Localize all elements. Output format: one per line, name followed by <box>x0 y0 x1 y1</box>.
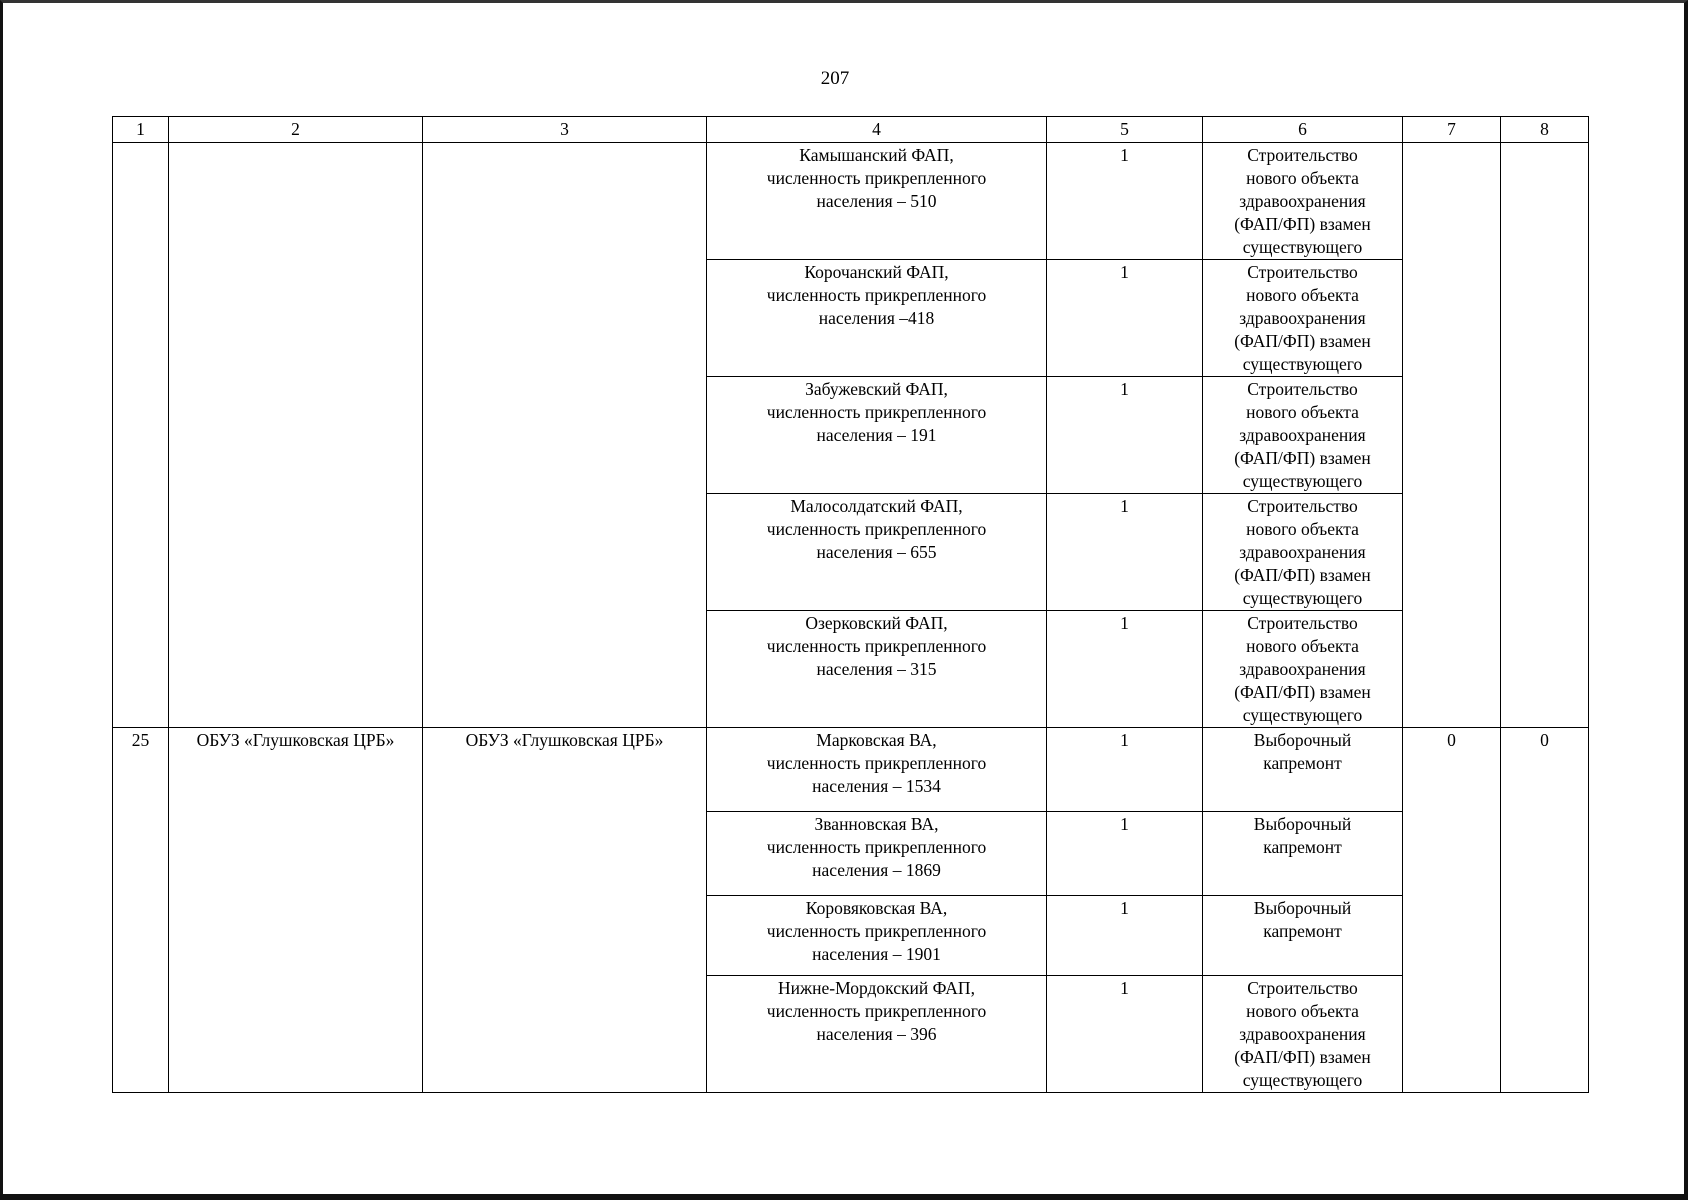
facility-population: населения – 510 <box>816 191 937 211</box>
facility-name: Озерковский ФАП, <box>805 613 948 633</box>
action-line: существующего <box>1242 354 1363 374</box>
quantity-cell: 1 <box>1047 812 1203 896</box>
facility-cell <box>707 976 1047 1093</box>
organization-cell <box>169 143 423 728</box>
action-cell <box>1203 611 1403 728</box>
facility-population: населения – 1534 <box>812 776 941 796</box>
column-header: 7 <box>1403 117 1501 143</box>
facility-population: населения – 1869 <box>812 860 941 880</box>
facility-cell <box>707 728 1047 812</box>
facility-name: Коровяковская ВА, <box>805 898 948 918</box>
facility-cell <box>707 377 1047 494</box>
facility-cell <box>707 494 1047 611</box>
action-line: нового объекта <box>1246 1001 1359 1021</box>
action-line: Выборочный <box>1253 898 1352 918</box>
action-line: Строительство <box>1247 496 1358 516</box>
action-line: Строительство <box>1247 978 1358 998</box>
col8-cell <box>1501 143 1589 728</box>
action-line: (ФАП/ФП) взамен <box>1234 331 1371 351</box>
action-line: Выборочный <box>1253 814 1352 834</box>
column-header: 3 <box>423 117 707 143</box>
action-line: нового объекта <box>1246 285 1359 305</box>
facility-population: населения – 396 <box>816 1024 937 1044</box>
action-line: капремонт <box>1263 921 1342 941</box>
facility-cell <box>707 143 1047 260</box>
quantity-cell: 1 <box>1047 611 1203 728</box>
quantity-cell: 1 <box>1047 896 1203 976</box>
action-line: Строительство <box>1247 379 1358 399</box>
facility-population-label: численность прикрепленного <box>766 921 987 941</box>
action-line: здравоохранения <box>1239 542 1366 562</box>
action-line: (ФАП/ФП) взамен <box>1234 565 1371 585</box>
organization-cell: ОБУЗ «Глушковская ЦРБ» <box>169 728 423 1093</box>
action-cell <box>1203 377 1403 494</box>
facility-population-label: численность прикрепленного <box>766 402 987 422</box>
facility-population-label: численность прикрепленного <box>766 168 987 188</box>
action-line: нового объекта <box>1246 636 1359 656</box>
action-line: (ФАП/ФП) взамен <box>1234 1047 1371 1067</box>
action-line: здравоохранения <box>1239 425 1366 445</box>
action-line: капремонт <box>1263 753 1342 773</box>
quantity-cell: 1 <box>1047 143 1203 260</box>
facility-population-label: численность прикрепленного <box>766 636 987 656</box>
facility-cell <box>707 611 1047 728</box>
action-line: существующего <box>1242 471 1363 491</box>
action-cell <box>1203 728 1403 812</box>
quantity-cell: 1 <box>1047 976 1203 1093</box>
action-line: Строительство <box>1247 613 1358 633</box>
action-line: здравоохранения <box>1239 191 1366 211</box>
quantity-cell: 1 <box>1047 494 1203 611</box>
action-cell <box>1203 143 1403 260</box>
column-header: 5 <box>1047 117 1203 143</box>
action-line: Выборочный <box>1253 730 1352 750</box>
page-number: 207 <box>820 68 850 89</box>
facility-name: Забужевский ФАП, <box>805 379 948 399</box>
header-row <box>113 117 1589 143</box>
facility-name: Званновская ВА, <box>814 814 939 834</box>
action-line: существующего <box>1242 1070 1363 1090</box>
table-row <box>113 728 1589 812</box>
col8-cell: 0 <box>1501 728 1589 1093</box>
action-cell <box>1203 260 1403 377</box>
action-cell <box>1203 812 1403 896</box>
column-header: 4 <box>707 117 1047 143</box>
facility-cell <box>707 812 1047 896</box>
action-line: капремонт <box>1263 837 1342 857</box>
facility-population: населения –418 <box>818 308 935 328</box>
program-table <box>112 116 1589 1093</box>
entry-number-cell: 25 <box>113 728 169 1093</box>
facility-name: Корочанский ФАП, <box>804 262 949 282</box>
action-line: (ФАП/ФП) взамен <box>1234 214 1371 234</box>
facility-name: Марковская ВА, <box>816 730 937 750</box>
facility-population: населения – 655 <box>816 542 937 562</box>
table-row <box>113 143 1589 260</box>
action-line: (ФАП/ФП) взамен <box>1234 448 1371 468</box>
facility-name: Нижне-Мордокский ФАП, <box>778 978 975 998</box>
facility-name: Камышанский ФАП, <box>799 145 954 165</box>
action-cell <box>1203 976 1403 1093</box>
facility-population: населения – 315 <box>816 659 937 679</box>
action-line: здравоохранения <box>1239 659 1366 679</box>
action-line: существующего <box>1242 705 1363 725</box>
column-header: 2 <box>169 117 423 143</box>
institution-cell <box>423 143 707 728</box>
column-header: 8 <box>1501 117 1589 143</box>
column-header: 1 <box>113 117 169 143</box>
action-line: существующего <box>1242 237 1363 257</box>
column-header: 6 <box>1203 117 1403 143</box>
action-cell <box>1203 896 1403 976</box>
action-line: (ФАП/ФП) взамен <box>1234 682 1371 702</box>
facility-cell <box>707 260 1047 377</box>
facility-population-label: численность прикрепленного <box>766 1001 987 1021</box>
entry-number-cell <box>113 143 169 728</box>
col7-cell: 0 <box>1403 728 1501 1093</box>
action-line: нового объекта <box>1246 402 1359 422</box>
action-line: нового объекта <box>1246 168 1359 188</box>
facility-population-label: численность прикрепленного <box>766 837 987 857</box>
action-line: Строительство <box>1247 262 1358 282</box>
quantity-cell: 1 <box>1047 260 1203 377</box>
facility-population-label: численность прикрепленного <box>766 285 987 305</box>
facility-population: населения – 191 <box>816 425 937 445</box>
action-line: Строительство <box>1247 145 1358 165</box>
action-line: нового объекта <box>1246 519 1359 539</box>
col7-cell <box>1403 143 1501 728</box>
quantity-cell: 1 <box>1047 377 1203 494</box>
quantity-cell: 1 <box>1047 728 1203 812</box>
action-cell <box>1203 494 1403 611</box>
facility-name: Малосолдатский ФАП, <box>790 496 963 516</box>
action-line: здравоохранения <box>1239 308 1366 328</box>
institution-cell: ОБУЗ «Глушковская ЦРБ» <box>423 728 707 1093</box>
action-line: существующего <box>1242 588 1363 608</box>
facility-cell <box>707 896 1047 976</box>
facility-population-label: численность прикрепленного <box>766 753 987 773</box>
action-line: здравоохранения <box>1239 1024 1366 1044</box>
facility-population: населения – 1901 <box>812 944 941 964</box>
facility-population-label: численность прикрепленного <box>766 519 987 539</box>
